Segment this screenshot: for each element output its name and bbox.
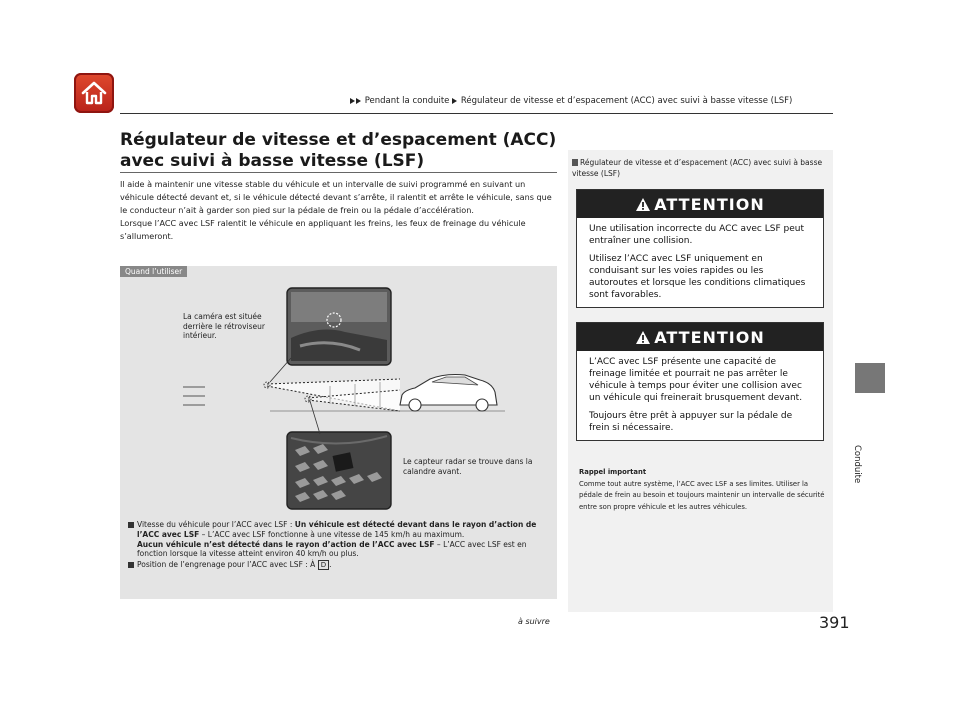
usage-notes [128, 520, 553, 571]
bullet-square-icon [128, 562, 134, 568]
home-icon [80, 80, 108, 106]
usage-tab: Quand l’utiliser [120, 266, 187, 277]
speed-note-prefix: Vitesse du véhicule pour l’ACC avec LSF : [137, 520, 295, 529]
warning-header [577, 190, 823, 218]
sidebar-note-heading [572, 157, 830, 179]
radar-callout: Le capteur radar se trouve dans la calandre avant. [403, 457, 533, 476]
bullet-square-icon [128, 522, 134, 528]
warning-text: Utilisez l’ACC avec LSF uniquement en conduisant sur les voies rapides ou les autoroutes et lorsque les conditions climatiques sont favorables. [589, 254, 806, 300]
chapter-label: Conduite [852, 445, 862, 484]
header-rule [120, 113, 833, 114]
warning-box-2 [576, 322, 824, 441]
gear-note [128, 560, 553, 570]
intro-paragraph: Lorsque l’ACC avec LSF ralentit le véhicule en appliquant les freins, les feux de freinage du véhicule s’allumeront. [120, 218, 526, 241]
breadcrumb-arrow-icon [452, 98, 457, 104]
breadcrumb [350, 96, 792, 106]
speed-note-text: – L’ACC avec LSF fonctionne à une vitesse de 145 km/h au maximum. [199, 529, 465, 539]
warning-text: L’ACC avec LSF présente une capacité de freinage limitée et pourrait ne pas arrêter le véhicule à temps pour éviter une collision avec un véhicule qui freinerait brusquement devant. [589, 357, 803, 403]
note-marker-icon [572, 159, 578, 166]
speed-note-bold: Un véhicule est détecté devant dans le rayon d’action de l’ACC avec LSF [137, 520, 537, 539]
chapter-tab[interactable] [855, 363, 885, 393]
camera-callout: La caméra est située derrière le rétroviseur intérieur. [183, 312, 265, 340]
warning-text: Une utilisation incorrecte du ACC avec LSF peut entraîner une collision. [589, 224, 804, 246]
warning-text: Toujours être prêt à appuyer sur la pédale de frein si nécessaire. [589, 411, 793, 433]
page-number: 391 [819, 613, 850, 632]
warning-label: ATTENTION [654, 194, 765, 214]
warning-label: ATTENTION [654, 327, 765, 347]
speed-note [128, 520, 553, 559]
warning-icon [635, 330, 651, 345]
title-rule [120, 172, 557, 173]
speed-note-bold-2: Aucun véhicule n’est détecté dans le rayon d’action de l’ACC avec LSF [137, 539, 435, 549]
breadcrumb-arrow-icon [356, 98, 361, 104]
warning-box-1 [576, 189, 824, 308]
reminder-text: Comme tout autre système, l’ACC avec LSF a ses limites. Utiliser la pédale de frein au besoin et toujours maintenir un intervalle de sécurité entre son propre véhicule et les autres véhicules. [579, 479, 825, 511]
home-button[interactable] [74, 73, 114, 113]
gear-note-suffix: . [329, 560, 332, 570]
breadcrumb-arrow-icon [350, 98, 355, 104]
intro-paragraph: Il aide à maintenir une vitesse stable du véhicule et un intervalle de suivi programmé en suivant un véhicule détecté devant et, si le véhicule détecté devant s’arrête, il ralentit et arrête le véhicule, sans que le conducteur n’ait à garder son pied sur la pédale de frein ou la pédale d’accélération. [120, 179, 552, 215]
breadcrumb-item-conduite[interactable]: Pendant la conduite [364, 96, 450, 106]
page-title: Régulateur de vitesse et d’espacement (ACC) avec suivi à basse vitesse (LSF) [120, 130, 557, 171]
continued-label: à suivre [518, 617, 550, 626]
speed-note-text-2: – L’ACC avec LSF est en fonction lorsque la vitesse atteint environ 40 km/h ou plus. [137, 539, 527, 559]
reminder-title: Rappel important [579, 468, 647, 476]
warning-body [577, 218, 823, 307]
sidebar-note-title: Régulateur de vitesse et d’espacement (ACC) avec suivi à basse vitesse (LSF) [572, 158, 823, 178]
warning-body [577, 351, 823, 440]
gear-note-text: Position de l’engrenage pour l’ACC avec LSF : À [137, 560, 318, 570]
gear-d-badge: D [318, 560, 329, 570]
warning-header [577, 323, 823, 351]
breadcrumb-item-acc[interactable]: Régulateur de vitesse et d’espacement (ACC) avec suivi à basse vitesse (LSF) [460, 96, 793, 106]
intro-text [120, 178, 557, 243]
warning-icon [635, 197, 651, 212]
important-reminder [579, 467, 827, 513]
